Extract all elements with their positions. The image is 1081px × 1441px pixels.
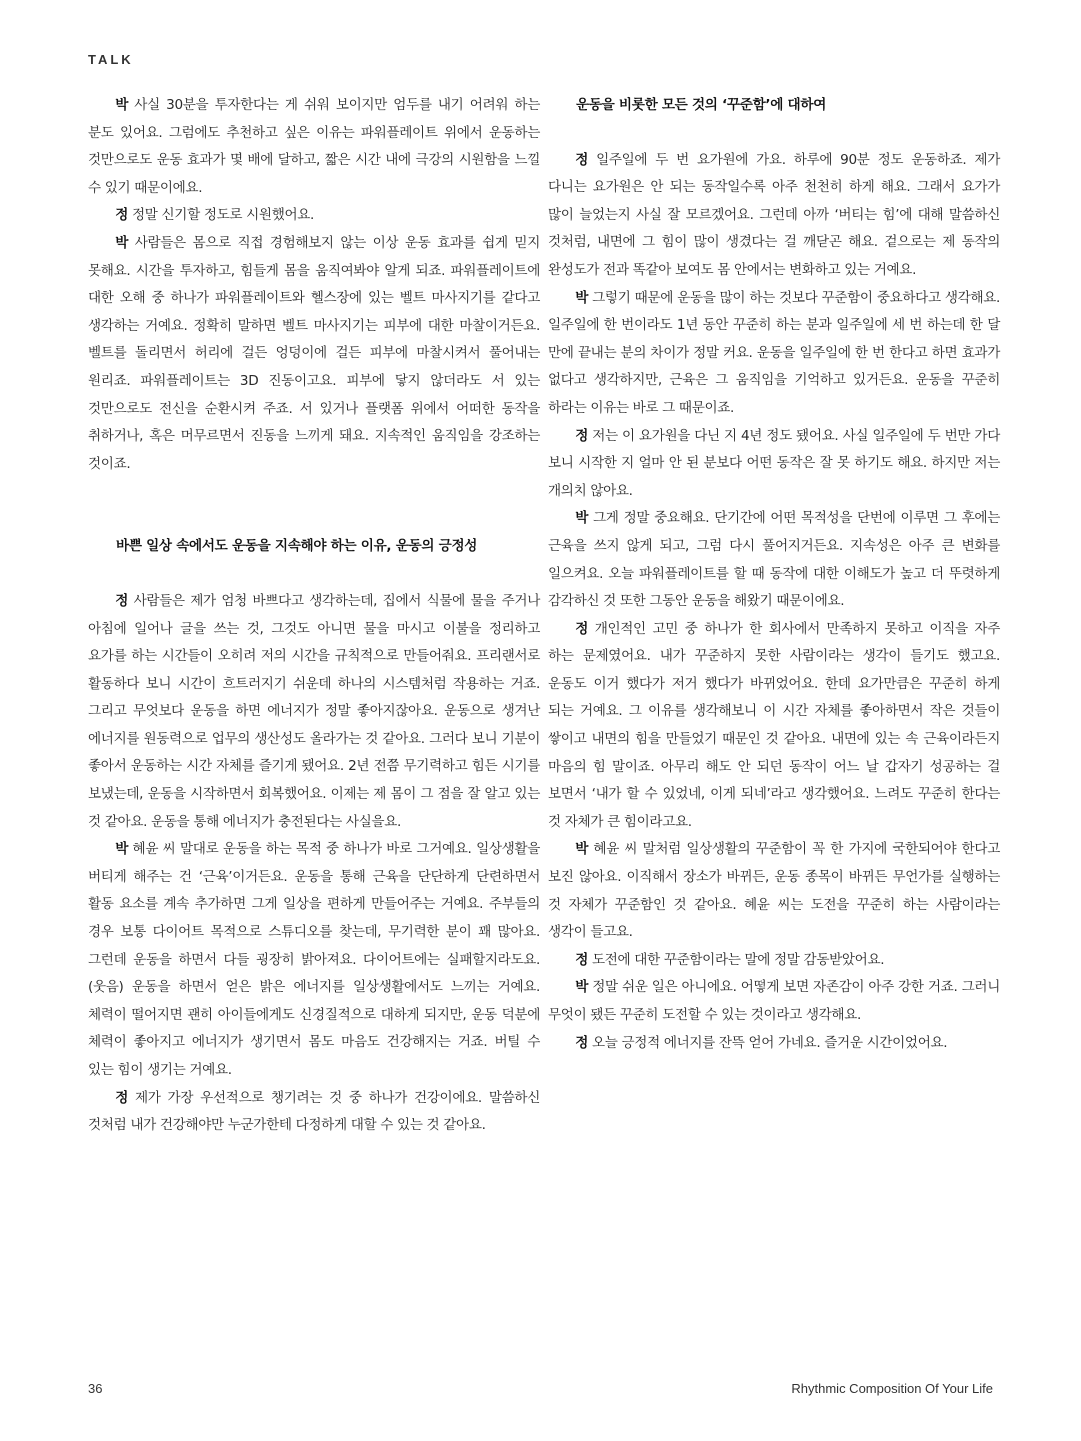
speaker-label: 박 bbox=[575, 289, 588, 306]
paragraph bbox=[88, 230, 540, 478]
paragraph-text: 일주일에 두 번 요가원에 가요. 하루에 90분 정도 운동하죠. 제가 다니는 요가원은 안 되는 동작일수록 아주 천천히 하게 해요. 그래서 요가가 많이 늘었는지 사실 잘 모르겠어요. 그런데 아까 ‘버티는 힘’에 대해 말씀하신 것처럼, 내면에 그 힘이 많이 생겼다는 걸 깨닫곤 해요. 겉으로는 제 동작의 완성도가 전과 똑같아 보여도 몸 안에서는 변화하고 있는 거예요. bbox=[548, 151, 1000, 278]
paragraph-text: 혜윤 씨 말처럼 일상생활의 꾸준함이 꼭 한 가지에 국한되어야 한다고 보진 않아요. 이직해서 장소가 바뀌든, 운동 종목이 바뀌든 무언가를 실행하는 것 자체가 꾸준함인 것 같아요. 혜윤 씨는 도전을 꾸준히 하는 사람이라는 생각이 들고요. bbox=[548, 841, 1000, 941]
section-heading: 바쁜 일상 속에서도 운동을 지속해야 하는 이유, 운동의 긍정성 bbox=[116, 538, 478, 555]
speaker-label: 박 bbox=[575, 510, 588, 527]
speaker-label: 박 bbox=[115, 841, 128, 858]
right-column bbox=[548, 92, 1000, 1057]
paragraph bbox=[88, 588, 540, 836]
paragraph bbox=[88, 92, 540, 202]
paragraph bbox=[88, 836, 540, 1084]
paragraph bbox=[548, 974, 1000, 1029]
speaker-label: 박 bbox=[575, 979, 588, 996]
paragraph bbox=[88, 202, 540, 230]
speaker-label: 정 bbox=[115, 592, 128, 609]
paragraph-text: 도전에 대한 꾸준함이라는 말에 정말 감동받았어요. bbox=[591, 951, 885, 968]
speaker-label: 정 bbox=[575, 427, 588, 444]
paragraph bbox=[548, 423, 1000, 506]
speaker-label: 정 bbox=[115, 1089, 128, 1106]
paragraph-text: 제가 가장 우선적으로 챙기려는 것 중 하나가 건강이에요. 말씀하신 것처럼 내가 건강해야만 누군가한테 다정하게 대할 수 있는 것 같아요. bbox=[88, 1089, 540, 1134]
paragraph-text: 정말 쉬운 일은 아니에요. 어떻게 보면 자존감이 아주 강한 거죠. 그러니 무엇이 됐든 꾸준히 도전할 수 있는 것이라고 생각해요. bbox=[548, 979, 1000, 1023]
paragraph-text: 정말 신기할 정도로 시원했어요. bbox=[131, 207, 315, 224]
paragraph bbox=[88, 1085, 540, 1140]
paragraph-text: 그렇기 때문에 운동을 많이 하는 것보다 꾸준함이 중요하다고 생각해요. 일주일에 한 번이라도 1년 동안 꾸준히 하는 분과 일주일에 세 번 하는데 한 달 만에 끝내는 분의 차이가 정말 커요. 운동을 일주일에 한 번 한다고 하면 효과가 없다고 생각하지만, 근육은 그 움직임을 기억하고 있거든요. 운동을 꾸준히 하라는 이유는 바로 그 때문이죠. bbox=[548, 289, 1000, 416]
paragraph bbox=[548, 505, 1000, 615]
speaker-label: 박 bbox=[115, 234, 128, 251]
section-heading: 운동을 비롯한 모든 것의 ‘꾸준함’에 대하여 bbox=[576, 97, 827, 113]
paragraph-text: 그게 정말 중요해요. 단기간에 어떤 목적성을 단번에 이루면 그 후에는 근육을 쓰지 않게 되고, 그럼 다시 풀어지거든요. 지속성은 아주 큰 변화를 일으켜요. 오늘 파워플레이트를 할 때 동작에 대한 이해도가 높고 더 뚜렷하게 감각하신 것 또한 그동안 운동을 해왔기 때문이에요. bbox=[548, 510, 1000, 610]
paragraph-text: 사람들은 몸으로 직접 경험해보지 않는 이상 운동 효과를 쉽게 믿지 못해요. 시간을 투자하고, 힘들게 몸을 움직여봐야 알게 되죠. 파워플레이트에 대한 오해 중 하나가 파워플레이트와 헬스장에 있는 벨트 마사지기를 같다고 생각하는 거예요. 정확히 말하면 벨트 마사지기는 피부에 대한 마찰이거든요. 벨트를 돌리면서 허리에 걸든 엉덩이에 걸든 피부에 마찰시켜서 풀어내는 원리죠. 파워플레이트는 3D 진동이고요. 피부에 닿지 않더라도 서 있는 것만으로도 전신을 순환시켜 주죠. 서 있거나 플랫폼 위에서 어떠한 동작을 취하거나, 혹은 머무르면서 진동을 느끼게 돼요. 지속적인 움직임을 강조하는 것이죠. bbox=[88, 234, 540, 472]
speaker-label: 정 bbox=[575, 620, 588, 637]
paragraph bbox=[548, 1030, 1000, 1058]
speaker-label: 박 bbox=[575, 841, 588, 858]
running-title: Rhythmic Composition Of Your Life bbox=[791, 1381, 993, 1396]
speaker-label: 정 bbox=[575, 1034, 588, 1051]
paragraph bbox=[548, 616, 1000, 837]
paragraph-text: 사람들은 제가 엄청 바쁘다고 생각하는데, 집에서 식물에 물을 주거나 아침에 일어나 글을 쓰는 것, 그것도 아니면 물을 마시고 이불을 정리하고 요가를 하는 시간들이 오히려 저의 시간을 규칙적으로 만들어줘요. 프리랜서로 활동하다 보니 시간이 흐트러지기 쉬운데 하나의 시스템처럼 작용하는 거죠. 그리고 무엇보다 운동을 하면 에너지가 정말 좋아지잖아요. 운동으로 생겨난 에너지를 원동력으로 업무의 생산성도 올라가는 것 같아요. 그러다 보니 기분이 좋아서 운동하는 시간 자체를 즐기게 됐어요. 2년 전쯤 무기력하고 힘든 시기를 보냈는데, 운동을 시작하면서 회복했어요. 이제는 제 몸이 그 점을 잘 알고 있는 것 같아요. 운동을 통해 에너지가 충전된다는 사실을요. bbox=[88, 592, 540, 830]
paragraph-text: 저는 이 요가원을 다닌 지 4년 정도 됐어요. 사실 일주일에 두 번만 가다 보니 시작한 지 얼마 안 된 분보다 어떤 동작은 잘 못 하기도 해요. 하지만 저는 개의치 않아요. bbox=[548, 427, 1000, 499]
left-column bbox=[88, 92, 540, 1140]
speaker-label: 정 bbox=[575, 151, 588, 168]
paragraph-text: 혜윤 씨 말대로 운동을 하는 목적 중 하나가 바로 그거예요. 일상생활을 버티게 해주는 건 ‘근육’이거든요. 운동을 통해 근육을 단단하게 단련하면서 활동 요소를 계속 추가하면 그게 일상을 편하게 만들어주는 거예요. 주부들의 경우 보통 다이어트 목적으로 스튜디오를 찾는데, 무기력한 분이 꽤 많아요. 그런데 운동을 하면서 다들 굉장히 밝아져요. 다이어트에는 실패할지라도요.(웃음) 운동을 하면서 얻은 밝은 에너지를 일상생활에서도 느끼는 거예요. 체력이 떨어지면 괜히 아이들에게도 신경질적으로 대하게 되지만, 운동 덕분에 체력이 좋아지고 에너지가 생기면서 몸도 마음도 건강해지는 거죠. 버틸 수 있는 힘이 생기는 거예요. bbox=[88, 841, 540, 1078]
paragraph bbox=[548, 147, 1000, 285]
paragraph bbox=[548, 285, 1000, 423]
paragraph-text: 사실 30분을 투자한다는 게 쉬워 보이지만 엄두를 내기 어려워 하는 분도 있어요. 그럼에도 추천하고 싶은 이유는 파워플레이트 위에서 운동하는 것만으로도 운동 효과가 몇 배에 달하고, 짧은 시간 내에 극강의 시원함을 느낄 수 있기 때문이에요. bbox=[88, 97, 540, 196]
page-number: 36 bbox=[88, 1381, 103, 1396]
paragraph bbox=[548, 836, 1000, 946]
speaker-label: 박 bbox=[115, 97, 128, 113]
paragraph-text: 개인적인 고민 중 하나가 한 회사에서 만족하지 못하고 이직을 자주 하는 문제였어요. 내가 꾸준하지 못한 사람이라는 생각이 들기도 했고요. 운동도 이거 했다가 저거 했다가 바뀌었어요. 한데 요가만큼은 꾸준히 하게 되는 거예요. 그 이유를 생각해보니 이 시간 자체를 좋아하면서 작은 것들이 쌓이고 내면의 힘을 만들었기 때문인 것 같아요. 내면에 있는 속 근육이라든지 마음의 힘 말이죠. 아무리 해도 안 되던 동작이 어느 날 갑자기 성공하는 걸 보면서 ‘내가 할 수 있었네, 이게 되네’라고 생각했어요. 느려도 꾸준히 한다는 것 자체가 큰 힘이라고요. bbox=[548, 620, 1000, 830]
paragraph bbox=[548, 947, 1000, 975]
speaker-label: 정 bbox=[575, 951, 588, 968]
section-label: TALK bbox=[88, 52, 134, 67]
speaker-label: 정 bbox=[115, 207, 128, 224]
paragraph-text: 오늘 긍정적 에너지를 잔뜩 얻어 가네요. 즐거운 시간이었어요. bbox=[591, 1034, 948, 1051]
